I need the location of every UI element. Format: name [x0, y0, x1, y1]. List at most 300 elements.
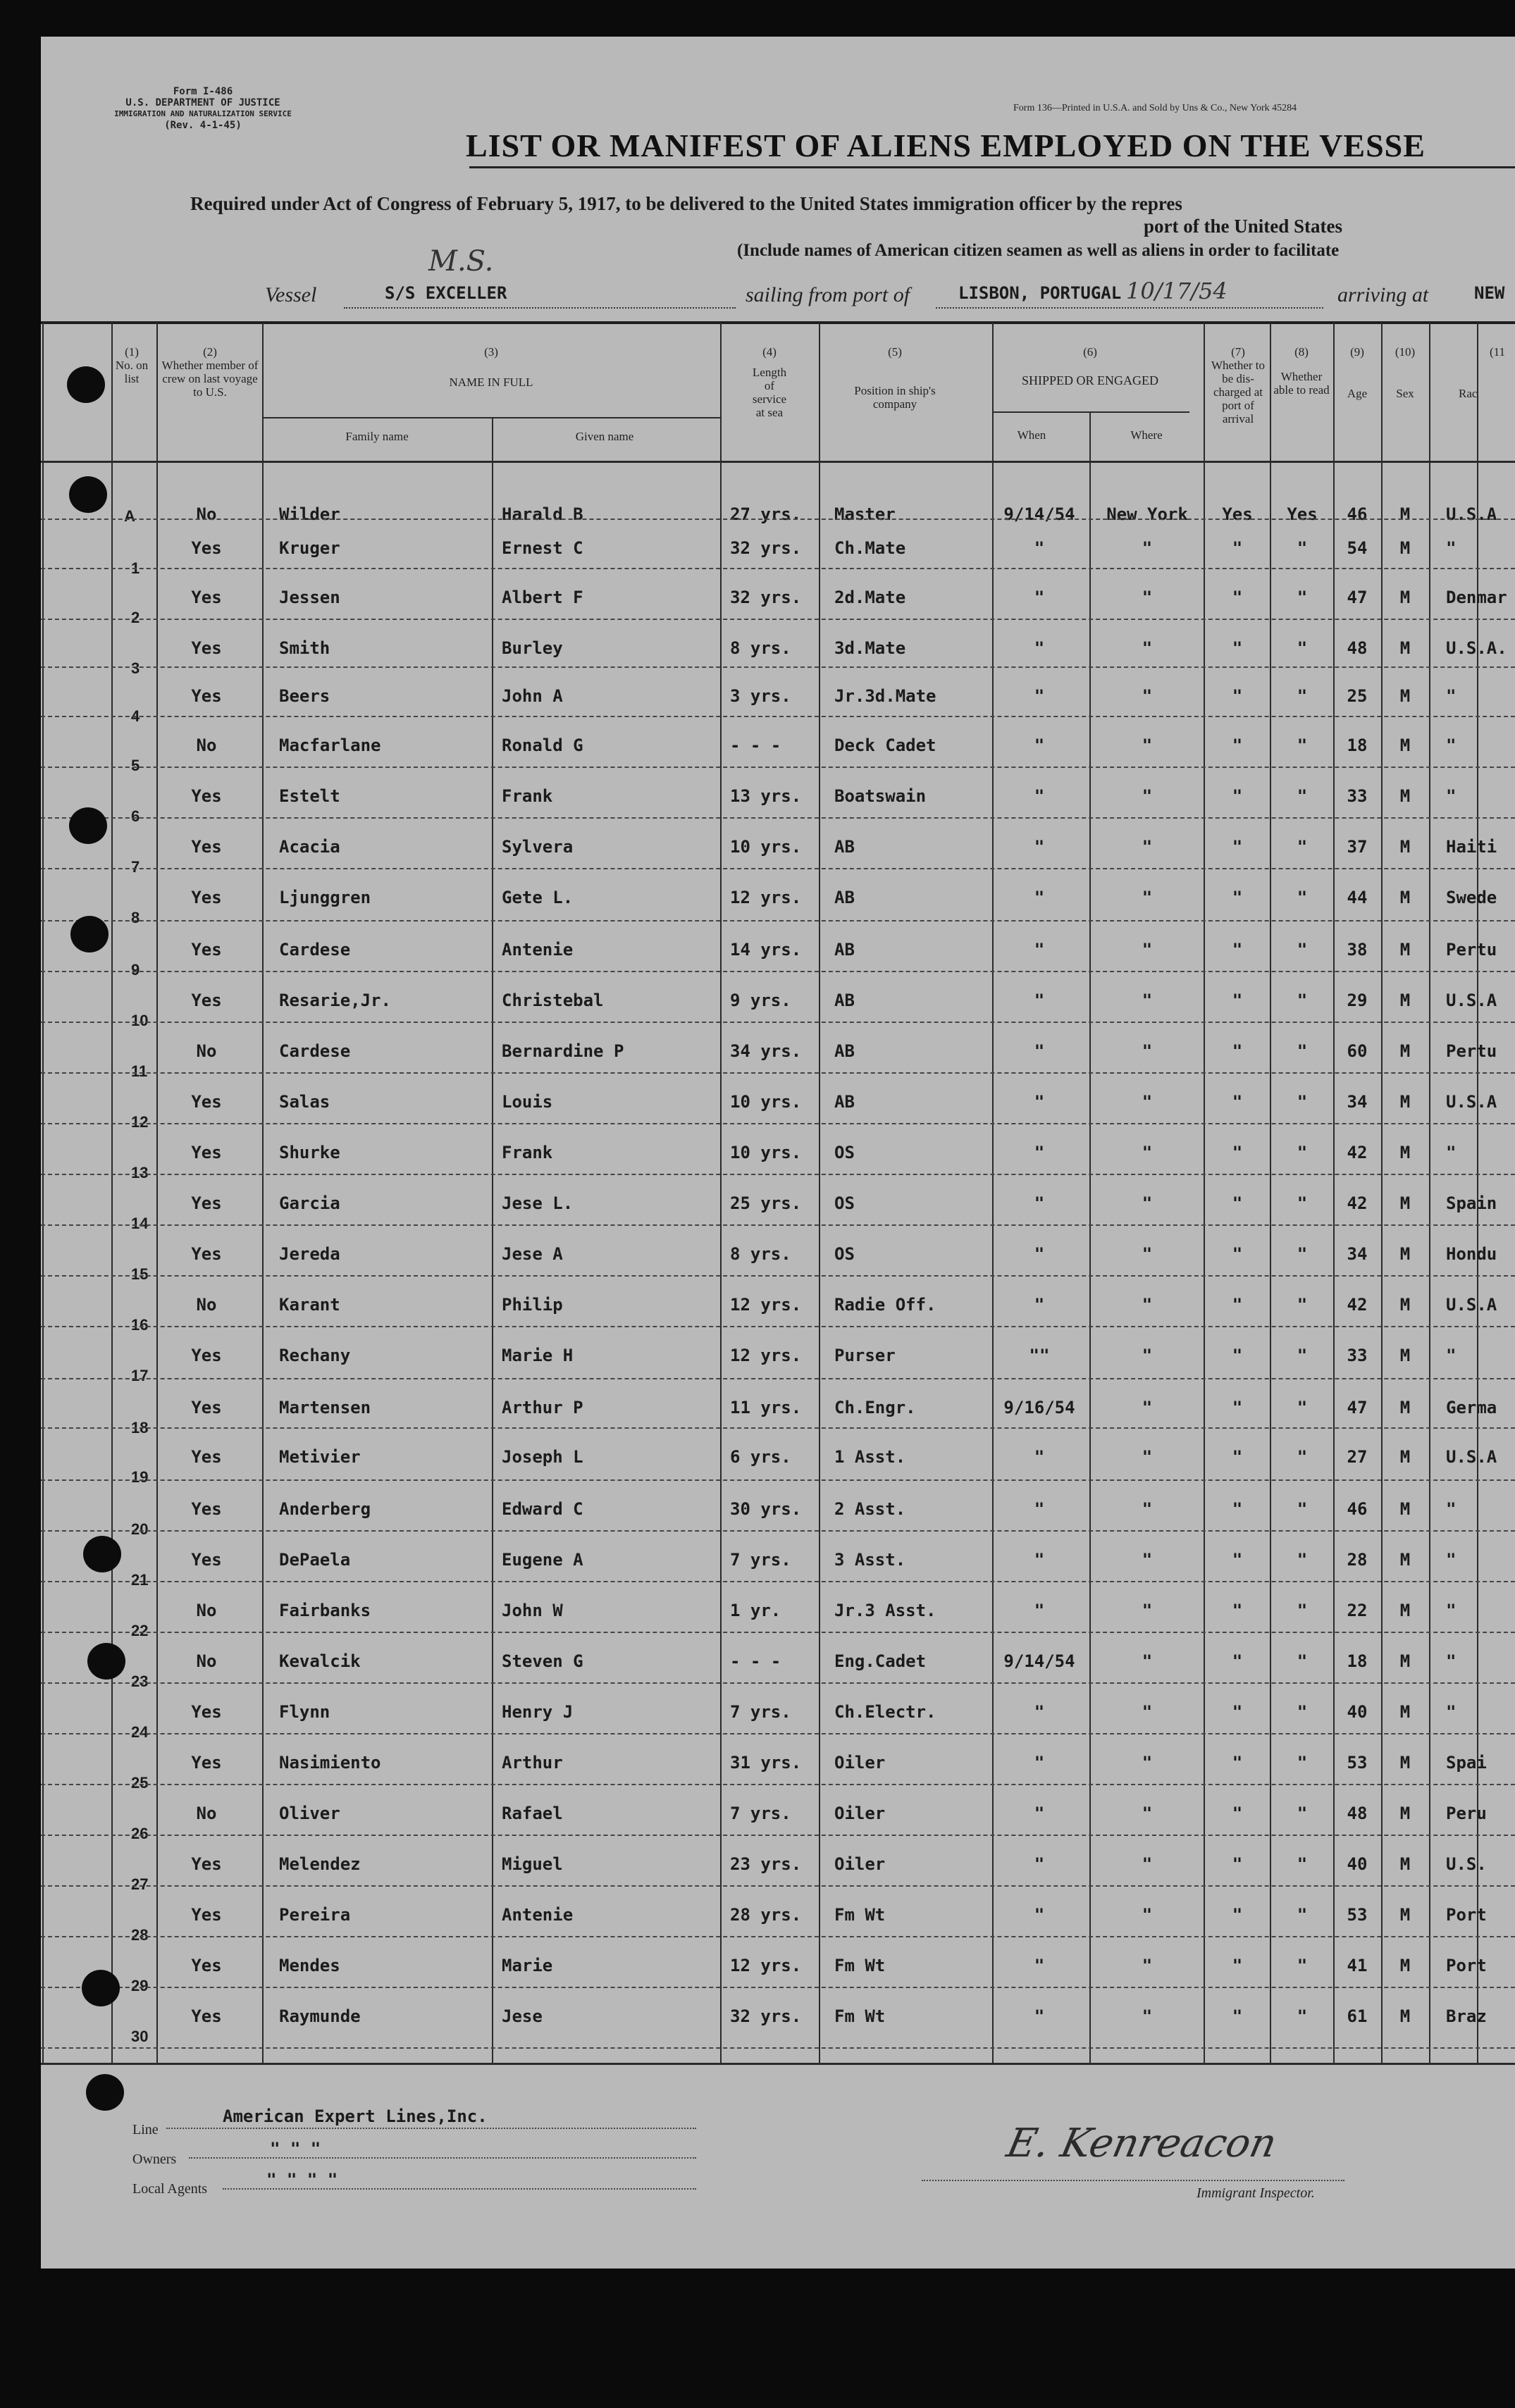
cell-where: " — [1142, 1295, 1153, 1315]
cell-family: Beers — [279, 686, 330, 706]
row-divider — [41, 817, 1515, 819]
cell-disch: " — [1232, 538, 1243, 558]
cell-where: " — [1142, 1143, 1153, 1162]
row-divider — [41, 1885, 1515, 1887]
cell-position: OS — [834, 1244, 855, 1264]
col-3-header: (3) NAME IN FULL — [449, 345, 533, 389]
row-number: 3 — [131, 659, 140, 677]
printer-note: Form 136—Printed in U.S.A. and Sold by Uns & Co., New York 45284 — [1013, 103, 1297, 113]
column-rule — [111, 323, 113, 2063]
row-number: 20 — [131, 1520, 149, 1538]
cell-read: " — [1297, 1143, 1308, 1162]
cell-read: " — [1297, 1956, 1308, 1975]
cell-when: 9/14/54 — [1003, 1651, 1075, 1671]
cell-read: " — [1297, 1804, 1308, 1823]
cell-age: 42 — [1347, 1193, 1368, 1213]
cell-family: Macfarlane — [279, 736, 381, 755]
cell-where: " — [1142, 1956, 1153, 1975]
cell-crew: Yes — [191, 991, 222, 1010]
row-number: 30 — [131, 2028, 149, 2045]
cell-where: " — [1142, 1550, 1153, 1570]
cell-given: Christebal — [502, 991, 604, 1010]
cell-given: Marie H — [502, 1346, 574, 1365]
form-number: Form I-486 — [173, 86, 233, 97]
row-number: 9 — [131, 961, 140, 979]
cell-when: " — [1034, 1804, 1045, 1823]
cell-disch: " — [1232, 1550, 1243, 1570]
cell-age: 44 — [1347, 888, 1368, 907]
cell-age: 29 — [1347, 991, 1368, 1010]
row-number: 7 — [131, 858, 140, 876]
cell-where: " — [1142, 538, 1153, 558]
cell-position: Fm Wt — [834, 2006, 886, 2026]
cell-position: Oiler — [834, 1804, 886, 1823]
cell-family: Salas — [279, 1092, 330, 1112]
vessel-label: Vessel — [265, 283, 317, 306]
sailing-label: sailing from port of — [746, 283, 910, 306]
cell-when: " — [1034, 736, 1045, 755]
cell-crew: No — [196, 1295, 217, 1315]
cell-position: Ch.Engr. — [834, 1398, 916, 1417]
cell-sex: M — [1399, 1244, 1411, 1264]
cell-where: " — [1142, 1499, 1153, 1519]
cell-read: " — [1297, 1244, 1308, 1264]
cell-read: " — [1297, 1193, 1308, 1213]
cell-position: Fm Wt — [834, 1956, 886, 1975]
cell-sex: M — [1399, 1651, 1411, 1671]
cell-where: " — [1142, 786, 1153, 806]
cell-crew: No — [196, 736, 217, 755]
cell-where: " — [1142, 1702, 1153, 1722]
row-divider — [41, 519, 1515, 520]
agents-underline — [223, 2188, 696, 2190]
cell-family: Nasimiento — [279, 1753, 381, 1773]
cell-family: Acacia — [279, 837, 340, 857]
cell-crew: Yes — [191, 1956, 222, 1975]
cell-age: 22 — [1347, 1601, 1368, 1620]
cell-position: Oiler — [834, 1854, 886, 1874]
cell-age: 37 — [1347, 837, 1368, 857]
row-divider — [41, 1835, 1515, 1836]
cell-crew: Yes — [191, 2006, 222, 2026]
column-rule — [1204, 323, 1205, 2063]
cell-crew: No — [196, 1651, 217, 1671]
cell-disch: " — [1232, 1905, 1243, 1925]
inspector-label: Immigrant Inspector. — [1196, 2185, 1315, 2201]
cell-when: " — [1034, 686, 1045, 706]
cell-read: " — [1297, 1295, 1308, 1315]
cell-family: Rechany — [279, 1346, 351, 1365]
cell-given: Jese L. — [502, 1193, 574, 1213]
cell-position: AB — [834, 1092, 855, 1112]
row-divider — [41, 716, 1515, 717]
cell-crew: Yes — [191, 786, 222, 806]
cell-read: " — [1297, 786, 1308, 806]
cell-read: " — [1297, 1041, 1308, 1061]
col-9-header: (9) Age — [1347, 345, 1368, 400]
cell-when: " — [1034, 1499, 1045, 1519]
row-divider — [41, 1022, 1515, 1023]
cell-age: 41 — [1347, 1956, 1368, 1975]
cell-disch: " — [1232, 1346, 1243, 1365]
column-rule — [262, 323, 264, 2063]
subtitle-line-2: port of the United States — [1144, 216, 1342, 237]
cell-read: " — [1297, 1702, 1308, 1722]
cell-age: 42 — [1347, 1295, 1368, 1315]
cell-race: Braz — [1446, 2006, 1487, 2026]
row-number: 15 — [131, 1265, 149, 1283]
punch-hole — [69, 476, 107, 513]
punch-hole — [83, 1536, 121, 1572]
cell-race: U.S.A — [1446, 991, 1497, 1010]
row-number: A — [124, 507, 135, 525]
cell-where: " — [1142, 1753, 1153, 1773]
service-name: IMMIGRATION AND NATURALIZATION SERVICE — [114, 109, 292, 118]
row-number: 24 — [131, 1723, 149, 1741]
cell-where: " — [1142, 1905, 1153, 1925]
cell-disch: " — [1232, 991, 1243, 1010]
cell-position: Ch.Mate — [834, 538, 906, 558]
cell-sex: M — [1399, 1601, 1411, 1620]
cell-race: Hondu — [1446, 1244, 1497, 1264]
form-revision: (Rev. 4-1-45) — [164, 120, 242, 131]
row-divider — [41, 619, 1515, 620]
cell-service: 12 yrs. — [730, 1346, 802, 1365]
cell-crew: Yes — [191, 588, 222, 607]
cell-disch: " — [1232, 1447, 1243, 1467]
cell-when: 9/16/54 — [1003, 1398, 1075, 1417]
cell-family: Cardese — [279, 940, 351, 960]
cell-family: Melendez — [279, 1854, 361, 1874]
row-divider — [41, 767, 1515, 768]
col-6b-header: Where — [1130, 428, 1163, 442]
row-number: 17 — [131, 1367, 149, 1384]
cell-race: " — [1446, 1143, 1457, 1162]
cell-service: 12 yrs. — [730, 1295, 802, 1315]
row-divider — [41, 1326, 1515, 1327]
cell-service: 9 yrs. — [730, 991, 791, 1010]
cell-crew: Yes — [191, 1447, 222, 1467]
row-number: 27 — [131, 1875, 149, 1893]
cell-age: 33 — [1347, 786, 1368, 806]
cell-sex: M — [1399, 686, 1411, 706]
cell-given: Antenie — [502, 940, 574, 960]
cell-position: Ch.Electr. — [834, 1702, 936, 1722]
cell-crew: Yes — [191, 1854, 222, 1874]
cell-sex: M — [1399, 1295, 1411, 1315]
punch-hole — [70, 916, 109, 952]
cell-age: 61 — [1347, 2006, 1368, 2026]
cell-race: U.S.A — [1446, 1447, 1497, 1467]
cell-disch: " — [1232, 588, 1243, 607]
row-divider — [41, 1784, 1515, 1785]
row-divider — [41, 1174, 1515, 1175]
cell-given: Harald B — [502, 504, 583, 524]
cell-age: 47 — [1347, 588, 1368, 607]
cell-where: " — [1142, 2006, 1153, 2026]
cell-where: " — [1142, 1244, 1153, 1264]
cell-disch: Yes — [1222, 504, 1253, 524]
cell-read: " — [1297, 686, 1308, 706]
column-rule — [1477, 323, 1478, 2063]
row-divider — [41, 1632, 1515, 1633]
cell-sex: M — [1399, 837, 1411, 857]
cell-disch: " — [1232, 1854, 1243, 1874]
column-rule — [1333, 323, 1335, 2063]
cell-disch: " — [1232, 1193, 1243, 1213]
row-divider — [41, 920, 1515, 921]
cell-race: Port — [1446, 1956, 1487, 1975]
cell-family: Jessen — [279, 588, 340, 607]
row-number: 18 — [131, 1419, 149, 1436]
cell-when: " — [1034, 837, 1045, 857]
cell-when: " — [1034, 1041, 1045, 1061]
cell-family: Raymunde — [279, 2006, 361, 2026]
cell-disch: " — [1232, 1702, 1243, 1722]
arrival-port: NEW — [1474, 283, 1505, 303]
cell-family: Wilder — [279, 504, 340, 524]
cell-service: 7 yrs. — [730, 1804, 791, 1823]
row-number: 11 — [131, 1062, 148, 1080]
cell-when: " — [1034, 786, 1045, 806]
cell-position: OS — [834, 1193, 855, 1213]
col-8-header: (8) Whether able to read — [1273, 345, 1330, 397]
cell-family: Smith — [279, 638, 330, 658]
cell-sex: M — [1399, 991, 1411, 1010]
col-5-header: (5) Position in ship's company — [854, 345, 936, 411]
cell-age: 33 — [1347, 1346, 1368, 1365]
row-number: 2 — [131, 609, 140, 626]
cell-service: 30 yrs. — [730, 1499, 802, 1519]
cell-disch: " — [1232, 1499, 1243, 1519]
cell-service: 8 yrs. — [730, 638, 791, 658]
cell-age: 34 — [1347, 1244, 1368, 1264]
cell-read: " — [1297, 1447, 1308, 1467]
cell-age: 47 — [1347, 1398, 1368, 1417]
name-subheader-line — [262, 417, 720, 418]
owners-label: Owners — [132, 2152, 177, 2167]
cell-given: Louis — [502, 1092, 553, 1112]
cell-family: Karant — [279, 1295, 340, 1315]
signature-line — [922, 2180, 1344, 2181]
cell-read: " — [1297, 638, 1308, 658]
cell-family: Anderberg — [279, 1499, 371, 1519]
cell-position: AB — [834, 1041, 855, 1061]
cell-service: 10 yrs. — [730, 837, 802, 857]
cell-where: " — [1142, 1854, 1153, 1874]
cell-race: " — [1446, 786, 1457, 806]
cell-read: " — [1297, 588, 1308, 607]
cell-race: " — [1446, 1346, 1457, 1365]
col-4-header: (4) Length of service at sea — [752, 345, 787, 419]
col-3a-header: Family name — [345, 430, 409, 443]
cell-position: Jr.3d.Mate — [834, 686, 936, 706]
cell-when: " — [1034, 991, 1045, 1010]
cell-service: 32 yrs. — [730, 538, 802, 558]
row-number: 4 — [131, 707, 140, 725]
row-divider — [41, 971, 1515, 972]
row-divider — [41, 1733, 1515, 1734]
row-number: 1 — [131, 559, 140, 577]
cell-sex: M — [1399, 504, 1411, 524]
line-label: Line — [132, 2122, 159, 2137]
col-6a-header: When — [1017, 428, 1046, 442]
cell-crew: No — [196, 1041, 217, 1061]
cell-sex: M — [1399, 1092, 1411, 1112]
inspector-signature: E. Kenreacon — [1003, 2121, 1281, 2166]
cell-when: " — [1034, 1193, 1045, 1213]
row-number: 21 — [131, 1571, 149, 1589]
cell-where: " — [1142, 888, 1153, 907]
cell-service: 32 yrs. — [730, 588, 802, 607]
punch-hole — [87, 1643, 125, 1680]
cell-sex: M — [1399, 786, 1411, 806]
cell-service: 32 yrs. — [730, 2006, 802, 2026]
cell-race: U.S.A — [1446, 504, 1497, 524]
cell-given: Joseph L — [502, 1447, 583, 1467]
cell-crew: Yes — [191, 1092, 222, 1112]
row-number: 5 — [131, 757, 140, 774]
row-number: 12 — [131, 1113, 149, 1131]
cell-given: Arthur P — [502, 1398, 583, 1417]
cell-race: Germa — [1446, 1398, 1497, 1417]
cell-disch: " — [1232, 888, 1243, 907]
cell-where: " — [1142, 1651, 1153, 1671]
cell-disch: " — [1232, 2006, 1243, 2026]
cell-race: Port — [1446, 1905, 1487, 1925]
handwritten-ms: M.S. — [428, 245, 494, 278]
row-number: 19 — [131, 1468, 149, 1486]
cell-sex: M — [1399, 1499, 1411, 1519]
cell-age: 53 — [1347, 1753, 1368, 1773]
cell-position: Radie Off. — [834, 1295, 936, 1315]
cell-when: " — [1034, 638, 1045, 658]
cell-sex: M — [1399, 1041, 1411, 1061]
cell-given: Miguel — [502, 1854, 563, 1874]
cell-read: " — [1297, 1651, 1308, 1671]
cell-race: " — [1446, 686, 1457, 706]
cell-when: " — [1034, 1244, 1045, 1264]
cell-when: " — [1034, 1601, 1045, 1620]
cell-sex: M — [1399, 1143, 1411, 1162]
cell-position: 1 Asst. — [834, 1447, 906, 1467]
cell-family: Pereira — [279, 1905, 351, 1925]
cell-age: 34 — [1347, 1092, 1368, 1112]
row-number: 22 — [131, 1622, 149, 1639]
cell-service: 27 yrs. — [730, 504, 802, 524]
cell-age: 46 — [1347, 1499, 1368, 1519]
cell-family: Cardese — [279, 1041, 351, 1061]
cell-service: 6 yrs. — [730, 1447, 791, 1467]
punch-hole — [69, 807, 107, 844]
cell-when: " — [1034, 1702, 1045, 1722]
cell-read: " — [1297, 1398, 1308, 1417]
cell-position: 2 Asst. — [834, 1499, 906, 1519]
cell-where: " — [1142, 736, 1153, 755]
cell-race: " — [1446, 1651, 1457, 1671]
cell-race: " — [1446, 1550, 1457, 1570]
cell-service: 13 yrs. — [730, 786, 802, 806]
cell-read: " — [1297, 1753, 1308, 1773]
cell-service: 23 yrs. — [730, 1854, 802, 1874]
col-3b-header: Given name — [575, 430, 634, 443]
cell-where: " — [1142, 1447, 1153, 1467]
row-number: 6 — [131, 807, 140, 825]
cell-given: Marie — [502, 1956, 553, 1975]
shipped-subheader-line — [992, 411, 1189, 413]
column-rule — [1381, 323, 1383, 2063]
cell-when: " — [1034, 888, 1045, 907]
cell-sex: M — [1399, 1854, 1411, 1874]
column-rule — [720, 323, 722, 2063]
cell-age: 38 — [1347, 940, 1368, 960]
cell-crew: No — [196, 504, 217, 524]
cell-race: " — [1446, 736, 1457, 755]
cell-when: " — [1034, 1447, 1045, 1467]
cell-sex: M — [1399, 1193, 1411, 1213]
cell-position: Eng.Cadet — [834, 1651, 927, 1671]
cell-when: " — [1034, 1143, 1045, 1162]
col-2-header: (2) Whether member of crew on last voyage to U.S. — [161, 345, 259, 399]
cell-age: 28 — [1347, 1550, 1368, 1570]
cell-read: " — [1297, 538, 1308, 558]
cell-where: " — [1142, 940, 1153, 960]
cell-crew: Yes — [191, 1346, 222, 1365]
cell-read: " — [1297, 1499, 1308, 1519]
column-rule — [42, 323, 44, 2063]
row-number: 8 — [131, 909, 140, 926]
cell-sex: M — [1399, 1753, 1411, 1773]
cell-position: Purser — [834, 1346, 896, 1365]
cell-given: John A — [502, 686, 563, 706]
cell-age: 48 — [1347, 638, 1368, 658]
agents-value: " " " " — [266, 2170, 338, 2190]
row-divider — [41, 1581, 1515, 1582]
cell-position: Deck Cadet — [834, 736, 936, 755]
cell-race: Spai — [1446, 1753, 1487, 1773]
cell-sex: M — [1399, 736, 1411, 755]
cell-service: 12 yrs. — [730, 888, 802, 907]
cell-position: 2d.Mate — [834, 588, 906, 607]
cell-given: Ronald G — [502, 736, 583, 755]
cell-race: Peru — [1446, 1804, 1487, 1823]
cell-family: Garcia — [279, 1193, 340, 1213]
cell-where: " — [1142, 991, 1153, 1010]
line-value: American Expert Lines,Inc. — [223, 2106, 488, 2126]
cell-service: - - - — [730, 736, 781, 755]
cell-race: U.S. — [1446, 1854, 1487, 1874]
cell-sex: M — [1399, 940, 1411, 960]
row-number: 16 — [131, 1316, 149, 1334]
arriving-label: arriving at — [1337, 283, 1429, 306]
cell-when: " — [1034, 538, 1045, 558]
col-6-header: (6) SHIPPED OR ENGAGED — [1021, 345, 1158, 387]
cell-service: 28 yrs. — [730, 1905, 802, 1925]
col-7-header: (7) Whether to be dis-charged at port of arrival — [1211, 345, 1265, 426]
row-divider — [41, 1224, 1515, 1226]
cell-when: " — [1034, 1295, 1045, 1315]
cell-race: " — [1446, 538, 1457, 558]
cell-where: " — [1142, 588, 1153, 607]
cell-position: Master — [834, 504, 896, 524]
cell-disch: " — [1232, 1753, 1243, 1773]
cell-sex: M — [1399, 538, 1411, 558]
cell-age: 53 — [1347, 1905, 1368, 1925]
cell-position: 3d.Mate — [834, 638, 906, 658]
cell-sex: M — [1399, 1346, 1411, 1365]
column-rule — [1270, 323, 1271, 2063]
cell-read: " — [1297, 1346, 1308, 1365]
